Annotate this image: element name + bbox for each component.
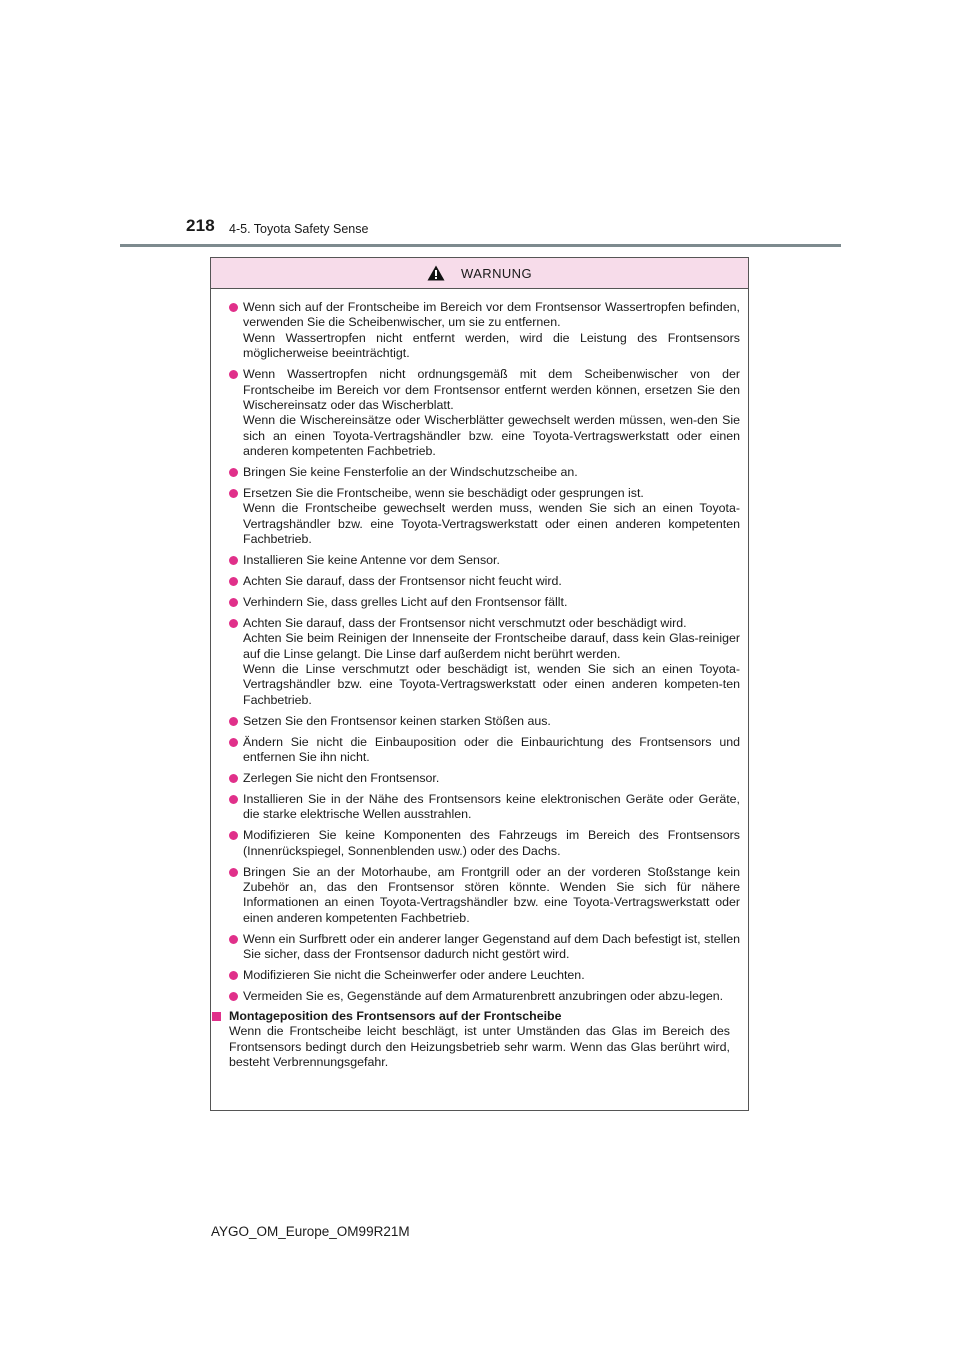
section-title: 4-5. Toyota Safety Sense — [229, 222, 369, 236]
bullet-icon — [229, 971, 238, 980]
warning-item — [229, 574, 740, 589]
warning-item-text: Installieren Sie keine Antenne vor dem Sensor. — [243, 553, 500, 568]
sub-section-heading: Montageposition des Frontsensors auf der Frontscheibe — [229, 1008, 562, 1023]
square-bullet-icon — [212, 1012, 221, 1021]
bullet-icon — [229, 795, 238, 804]
warning-item — [229, 595, 740, 610]
warning-item-text: Wenn die Frontscheibe gewechselt werden muss, wenden Sie sich an einen Toyota-Vertragshändler bzw. eine Toyota-Vertragswerkstatt oder einen anderen kompetenten Fachbetrieb. — [243, 501, 740, 547]
warning-item — [229, 465, 740, 480]
bullet-icon — [229, 619, 238, 628]
bullet-icon — [229, 935, 238, 944]
header-divider — [120, 244, 841, 247]
bullet-icon — [229, 370, 238, 379]
warning-item — [229, 865, 740, 927]
warning-item-text: Wenn sich auf der Frontscheibe im Bereich vor dem Frontsensor Wassertropfen befinden, verwenden Sie die Scheibenwischer, um sie zu entfernen. — [243, 300, 740, 330]
bullet-icon — [229, 303, 238, 312]
sub-section-text: Wenn die Frontscheibe leicht beschlägt, ist unter Umständen das Glas im Bereich des Frontsensors bedingt durch den Heizungsbetrieb sehr warm. Wenn das Glas berührt wird, besteht Verbrennungsgefahr. — [229, 1024, 730, 1069]
bullet-icon — [229, 577, 238, 586]
page-number: 218 — [186, 216, 215, 235]
warning-item — [229, 792, 740, 823]
warning-item-text: Achten Sie beim Reinigen der Innenseite der Frontscheibe darauf, dass kein Glas-reiniger auf die Linse gelangt. Die Linse darf außerdem nicht berührt werden. — [243, 631, 740, 661]
bullet-icon — [229, 774, 238, 783]
bullet-icon — [229, 992, 238, 1001]
warning-triangle-icon — [427, 265, 445, 281]
warning-item-text: Installieren Sie in der Nähe des Frontsensors keine elektronischen Geräte oder Geräte, die starke elektrische Wellen ausstrahlen. — [243, 791, 740, 822]
warning-item — [229, 932, 740, 963]
bullet-icon — [229, 868, 238, 877]
warning-item-text: Wenn ein Surfbrett oder ein anderer langer Gegenstand auf dem Dach befestigt ist, stellen Sie sicher, dass der Frontsensor dadurch nicht gestört wird. — [243, 931, 740, 962]
warning-item — [229, 771, 740, 786]
bullet-icon — [229, 556, 238, 565]
warning-item-text: Achten Sie darauf, dass der Frontsensor nicht verschmutzt oder beschädigt wird. — [243, 615, 687, 630]
warning-item — [229, 828, 740, 859]
bullet-icon — [229, 598, 238, 607]
warning-item-text: Verhindern Sie, dass grelles Licht auf den Frontsensor fällt. — [243, 594, 568, 609]
warning-item-text: Wenn Wassertropfen nicht ordnungsgemäß mit dem Scheibenwischer von der Frontscheibe im Bereich vor dem Frontsensor entfernt werden können, ersetzen Sie den Wischereinsatz oder das Wischerblatt. — [243, 367, 740, 412]
warning-item-text: Bringen Sie an der Motorhaube, am Frontgrill oder an der vorderen Stoßstange kein Zubehör an, das den Frontsensor stören könnte. Wenden Sie sich für nähere Informationen an einen Toyota-Vertragshändler bzw. eine Toyota-Vertragswerkstatt oder einen anderen kompetenten Fachbetrieb. — [243, 864, 740, 925]
warning-title: WARNUNG — [461, 265, 532, 281]
bullet-icon — [229, 717, 238, 726]
bullet-icon — [229, 831, 238, 840]
warning-item — [229, 989, 740, 1004]
warning-item-text: Zerlegen Sie nicht den Frontsensor. — [243, 770, 440, 785]
document-code: AYGO_OM_Europe_OM99R21M — [211, 1224, 410, 1239]
warning-item-text: Ändern Sie nicht die Einbauposition oder die Einbaurichtung des Frontsensors und entfernen Sie ihn nicht. — [243, 734, 740, 765]
warning-item-text: Modifizieren Sie nicht die Scheinwerfer oder andere Leuchten. — [243, 967, 585, 982]
warning-item — [229, 735, 740, 766]
bullet-icon — [229, 468, 238, 477]
warning-body — [211, 289, 748, 1070]
warning-item-text: Modifizieren Sie keine Komponenten des Fahrzeugs im Bereich des Frontsensors (Innenrückspiegel, Sonnenblenden usw.) oder des Dachs. — [243, 828, 740, 858]
warning-item — [229, 968, 740, 983]
warning-item — [229, 553, 740, 568]
warning-item — [229, 367, 740, 459]
sub-section — [211, 1009, 740, 1071]
warning-header — [211, 258, 748, 289]
bullet-icon — [229, 738, 238, 747]
warning-item-text: Ersetzen Sie die Frontscheibe, wenn sie beschädigt oder gesprungen ist. — [243, 485, 644, 500]
warning-item-text: Wenn Wassertropfen nicht entfernt werden, wird die Leistung des Frontsensors möglicherweise beeinträchtigt. — [243, 330, 740, 361]
warning-box — [210, 257, 749, 1111]
warning-item — [229, 486, 740, 548]
warning-item — [229, 714, 740, 729]
warning-item-text: Achten Sie darauf, dass der Frontsensor nicht feucht wird. — [243, 574, 562, 588]
bullet-icon — [229, 489, 238, 498]
warning-item — [229, 616, 740, 708]
warning-item — [229, 300, 740, 362]
warning-item-text: Wenn die Wischereinsätze oder Wischerblätter gewechselt werden müssen, wen-den Sie sich an einen Toyota-Vertragshändler bzw. eine Toyota-Vertragswerkstatt oder einen anderen kompetenten Fachbetrieb. — [243, 413, 740, 459]
warning-item-text: Wenn die Linse verschmutzt oder beschädigt ist, wenden Sie sich an einen Toyota-Vertragshändler bzw. eine Toyota-Vertragswerkstatt oder einen anderen kompeten-ten Fachbetrieb. — [243, 662, 740, 707]
warning-item-text: Vermeiden Sie es, Gegenstände auf dem Armaturenbrett anzubringen oder abzu-legen. — [243, 988, 724, 1003]
warning-item-text: Bringen Sie keine Fensterfolie an der Windschutzscheibe an. — [243, 465, 578, 480]
warning-item-text: Setzen Sie den Frontsensor keinen starken Stößen aus. — [243, 713, 551, 728]
